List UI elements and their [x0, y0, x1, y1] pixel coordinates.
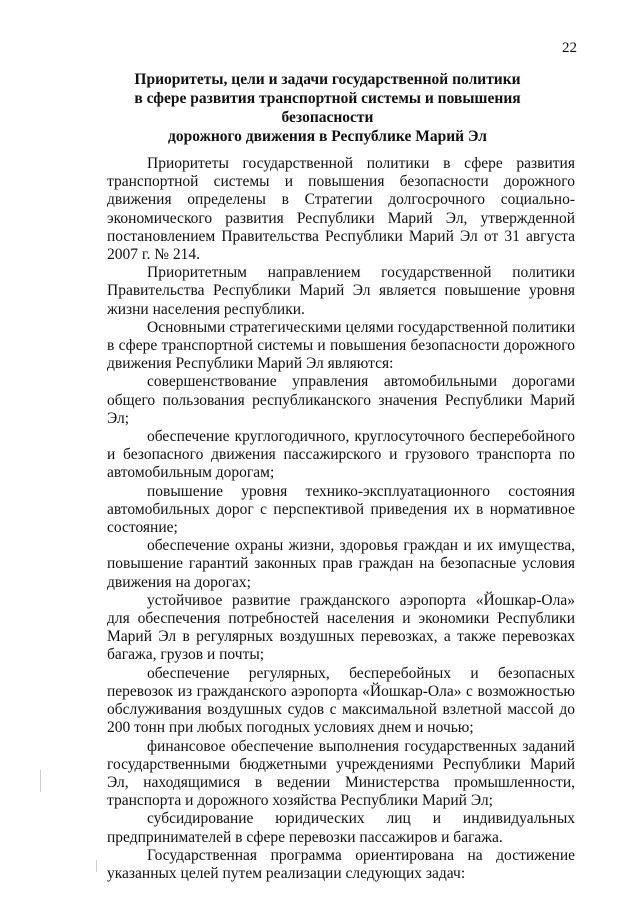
goal-item: обеспечение охраны жизни, здоровья граждан и их имущества, повышение гарантий законных прав граждан на безопасные условия движения на дорогах;	[107, 537, 575, 591]
goal-item: совершенствование управления автомобильными дорогами общего пользования республиканского значения Республики Марий Эл;	[107, 373, 575, 427]
section-heading	[95, 70, 560, 146]
heading-line-1: Приоритеты, цели и задачи государственной политики	[134, 71, 521, 88]
heading-line-2: в сфере развития транспортной системы и повышения безопасности	[134, 90, 521, 126]
goal-item: повышение уровня технико-эксплуатационного состояния автомобильных дорог с перспективой приведения их в нормативное состояние;	[107, 482, 575, 537]
scan-artifact	[96, 860, 97, 872]
goal-item: устойчивое развитие гражданского аэропорта «Йошкар-Ола» для обеспечения потребностей населения и экономики Республики Марий Эл в регулярных воздушных перевозках, а также перевозках багажа, грузов и почты;	[107, 591, 575, 664]
heading-line-3: дорожного движения в Республике Марий Эл	[168, 128, 487, 145]
document-body	[107, 155, 575, 883]
goal-item: финансовое обеспечение выполнения государственных заданий государственными бюджетными учреждениями Республики Марий Эл, находящимися в ведении Министерства промышленности, транспорта и дорожного хозяйства Республики Марий Эл;	[107, 737, 575, 810]
paragraph-strategic-goals: Основными стратегическими целями государственной политики в сфере транспортной системы и повышения безопасности дорожного движения Республики Марий Эл являются:	[107, 318, 575, 373]
goal-item: субсидирование юридических лиц и индивидуальных предпринимателей в сфере перевозки пассажиров и багажа.	[107, 810, 575, 846]
goal-item: обеспечение круглогодичного, круглосуточного бесперебойного и безопасного движения пассажирского и грузового транспорта по автомобильным дорогам;	[107, 428, 575, 482]
goal-item: обеспечение регулярных, бесперебойных и безопасных перевозок из гражданского аэропорта «Йошкар-Ола» с возможностью обслуживания воздушных судов с максимальной взлетной массой до 200 тонн при любых погодных условиях днем и ночью;	[107, 664, 575, 737]
paragraph-priority-direction: Приоритетным направлением государственной политики Правительства Республики Марий Эл является повышение уровня жизни населения республики.	[107, 264, 575, 318]
paragraph-priorities: Приоритеты государственной политики в сфере развития транспортной системы и повышения безопасности дорожного движения определены в Стратегии долгосрочного социально-экономического развития Республики Марий Эл, утвержденной постановлением Правительства Республики Марий Эл от 31 августа 2007 г. № 214.	[107, 155, 575, 264]
page-number: 22	[562, 40, 577, 56]
scan-artifact	[40, 770, 41, 792]
paragraph-program-tasks: Государственная программа ориентирована на достижение указанных целей путем реализации следующих задач:	[107, 846, 575, 882]
